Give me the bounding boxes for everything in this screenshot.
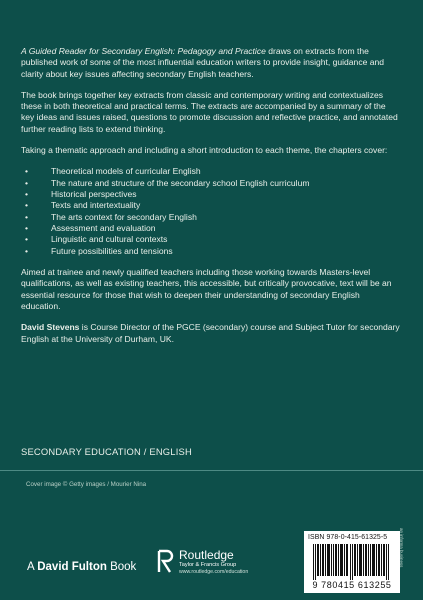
theme-label: Linguistic and cultural contexts xyxy=(51,234,168,245)
themes-list xyxy=(21,166,401,257)
list-item xyxy=(21,223,401,234)
barcode-digits: 9 780415 613255 xyxy=(312,580,392,590)
bullet: • xyxy=(25,200,28,211)
description-paragraph: The book brings together key extracts from classic and contemporary writing and contextualizes these in both theoretical and practical terms. The extracts are accompanied by a summary of the key ideas and issues raised, questions to promote discussion and reflective practice, and annotated further reading lists to extend thinking. xyxy=(21,89,398,134)
back-cover-blurb xyxy=(21,46,401,355)
subject-category: SECONDARY EDUCATION / ENGLISH xyxy=(21,446,192,457)
imprint-label xyxy=(27,561,136,573)
imprint-name: David Fulton xyxy=(37,561,107,573)
bullet: • xyxy=(25,223,28,234)
theme-label: The nature and structure of the secondary school English curriculum xyxy=(51,177,310,188)
list-item xyxy=(21,234,401,245)
publisher-url: www.routledge.com/education xyxy=(179,568,249,575)
theme-label: The arts context for secondary English xyxy=(51,211,197,222)
barcode-icon xyxy=(313,544,391,580)
isbn-label: ISBN 978-0-415-61325-5 xyxy=(308,534,388,541)
list-item xyxy=(21,212,401,223)
intro-paragraph xyxy=(21,46,401,80)
publisher-group: Taylor & Francis Group xyxy=(179,562,237,569)
list-item xyxy=(21,166,401,177)
list-item xyxy=(21,178,401,189)
bullet: • xyxy=(25,177,28,188)
author-name: David Stevens xyxy=(21,322,80,333)
theme-label: Future possibilities and tensions xyxy=(51,245,173,256)
routledge-logo-icon xyxy=(157,549,174,574)
imprint-prefix: A xyxy=(27,561,38,573)
author-bio-paragraph xyxy=(21,322,401,345)
bullet: • xyxy=(25,234,28,245)
theme-label: Texts and intertextuality xyxy=(51,200,141,211)
imprint-suffix: Book xyxy=(106,561,137,573)
themes-intro-paragraph: Taking a thematic approach and including a short introduction to each theme, the chapters cover: xyxy=(21,144,388,155)
list-item xyxy=(21,189,401,200)
list-item xyxy=(21,246,401,257)
book-title: A Guided Reader for Secondary English: Pedagogy and Practice xyxy=(21,46,266,56)
author-bio: is Course Director of the PGCE (secondary) course and Subject Tutor for secondary English at the University of Durham, UK. xyxy=(21,322,400,344)
publisher-logo xyxy=(157,549,248,576)
bullet: • xyxy=(25,245,28,256)
isbn-barcode xyxy=(304,531,400,593)
informa-side-text: an informa business xyxy=(399,528,404,568)
cover-image-credit: Cover image © Getty images / Mourier Nina xyxy=(26,481,147,488)
theme-label: Assessment and evaluation xyxy=(51,223,156,234)
publisher-name: Routledge xyxy=(179,548,234,562)
bullet: • xyxy=(25,188,28,199)
audience-paragraph: Aimed at trainee and newly qualified teachers including those working towards Masters-level qualifications, as well as existing teachers, this accessible, but critically provocative, text will be an essential resource for those that wish to deepen their understanding of secondary English education. xyxy=(21,267,392,311)
bullet: • xyxy=(25,166,28,177)
bullet: • xyxy=(25,211,28,222)
divider xyxy=(0,470,423,471)
theme-label: Historical perspectives xyxy=(51,188,137,199)
list-item xyxy=(21,200,401,211)
theme-label: Theoretical models of curricular English xyxy=(51,166,201,177)
intro-text: draws on extracts from the published work of some of the most influential education writers to provide insight, guidance and clarity about key issues affecting secondary English teachers. xyxy=(21,46,384,79)
